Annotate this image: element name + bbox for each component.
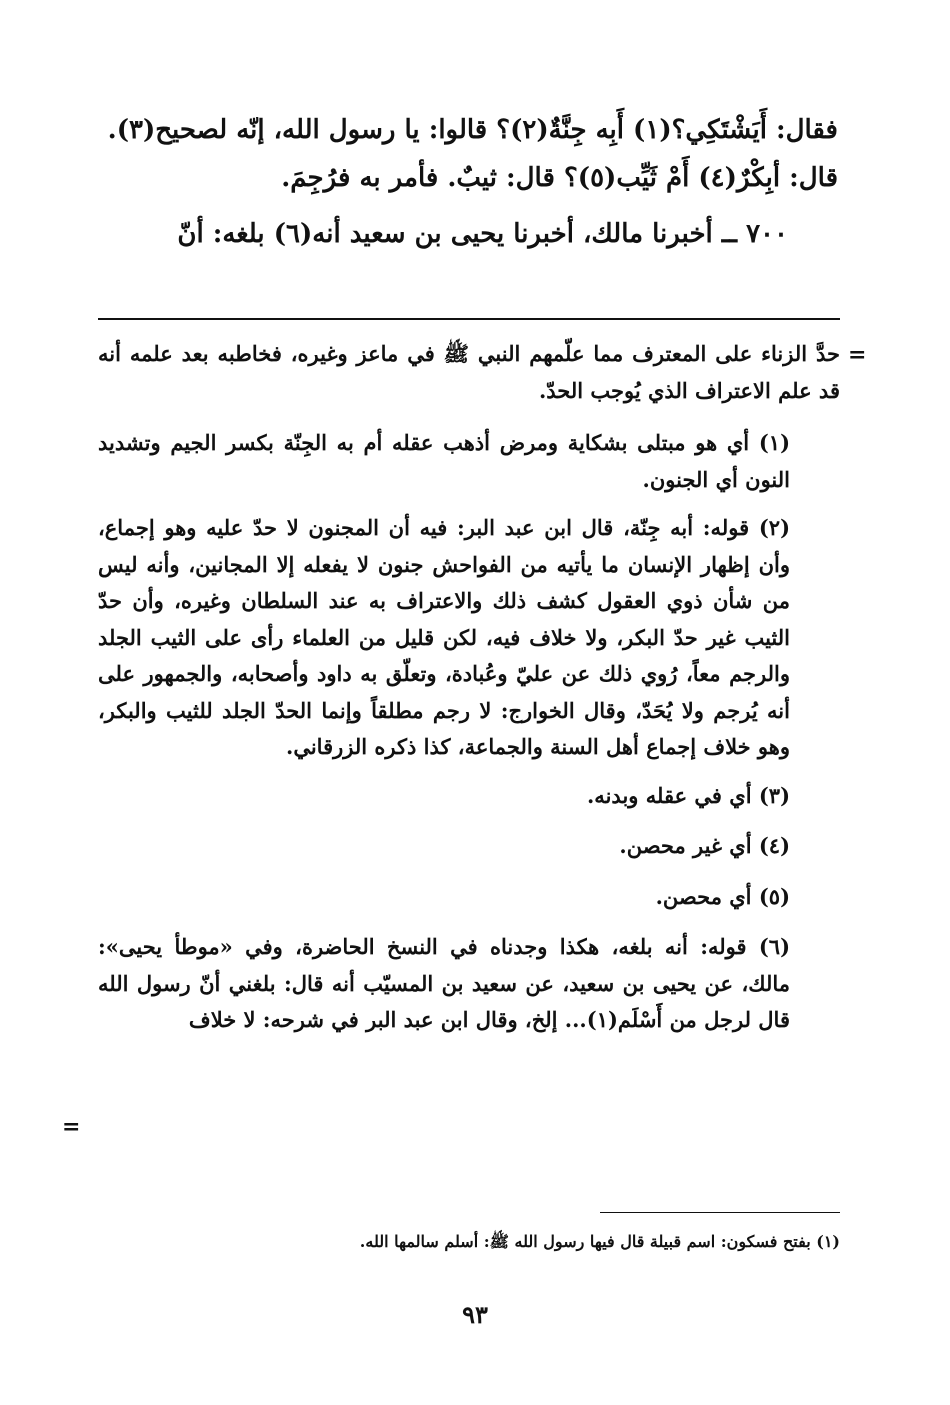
footnote-4: (٤) أي غير محصن. [619,833,790,858]
footnote-6: (٦) قوله: أنه بلغه، هكذا وجدناه في النسخ الحاضرة، وفي «موطأ يحيى»: مالك، عن يحيى بن سعيد، عن سعيد بن المسيّب أنه قال: بلغني أنّ رسول الله قال لرجل من أَسْلَم(١)... إلخ، وقال ابن عبد البر في شرحه: لا خلاف [98,934,790,1032]
footnote-5: (٥) أي محصن. [655,883,790,909]
continuation-mark-bottom: = [62,1114,81,1140]
footnote-carry-over: حدَّ الزناء على المعترف مما علّمهم النبي ﷺ في ماعز وغيره، فخاطبه بعد علمه أنه قد علم الاعتراف الذي يُوجب الحدّ. [98,341,840,403]
sub-footnote-separator [600,1212,840,1213]
main-line-2: قال: أبِكْرٌ(٤) أَمْ ثَيِّب(٥)؟ قال: ثيبٌ. فأمر به فرُجِمَ. [281,163,838,193]
sub-footnote: (١) بفتح فسكون: اسم قبيلة قال فيها رسول الله ﷺ: أسلم سالمها الله. [359,1232,840,1251]
footnote-1: (١) أي هو مبتلى بشكاية ومرض أذهب عقله أم به الجِنّة بكسر الجيم وتشديد النون أي الجنون. [98,430,790,492]
page-number: ٩٣ [462,1300,488,1329]
continuation-mark-top: = [848,342,867,368]
main-line-1: فقال: أَيَشْتَكِي؟(١) أَبِه جِنَّةٌ(٢)؟ قالوا: يا رسول الله، إنّه لصحيح(٣). [107,115,838,145]
footnotes [98,336,840,1051]
hadith-700-start: ٧٠٠ ــ أخبرنا مالك، أخبرنا يحيى بن سعيد أنه(٦) بلغه: أنّ [177,219,788,249]
footnote-2: (٢) قوله: أبه جِنّة، قال ابن عبد البر: فيه أن المجنون لا حدّ عليه وهو إجماع، وأن إظهار الإنسان ما يأتيه من الفواحش جنون لا يفعله إلا المجانين، وأنه ليس من شأن ذوي العقول كشف ذلك والاعتراف به عند السلطان وغيره، وأن حدّ الثيب غير حدّ البكر، ولا خلاف فيه، لكن قليل من العلماء رأى على الثيب الجلد والرجم معاً، رُوي ذلك عن عليّ وعُبادة، وتعلّق به داود وأصحابه، والجمهور على أنه يُرجم ولا يُحَدّ، وقال الخوارج: لا رجم مطلقاً وإنما الحدّ الجلد للثيب والبكر، وهو خلاف إجماع أهل السنة والجماعة، كذا ذكره الزرقاني. [98,515,790,759]
main-text [100,106,838,258]
footnote-3: (٣) أي في عقله وبدنه. [587,782,790,808]
footnote-separator [98,318,840,320]
